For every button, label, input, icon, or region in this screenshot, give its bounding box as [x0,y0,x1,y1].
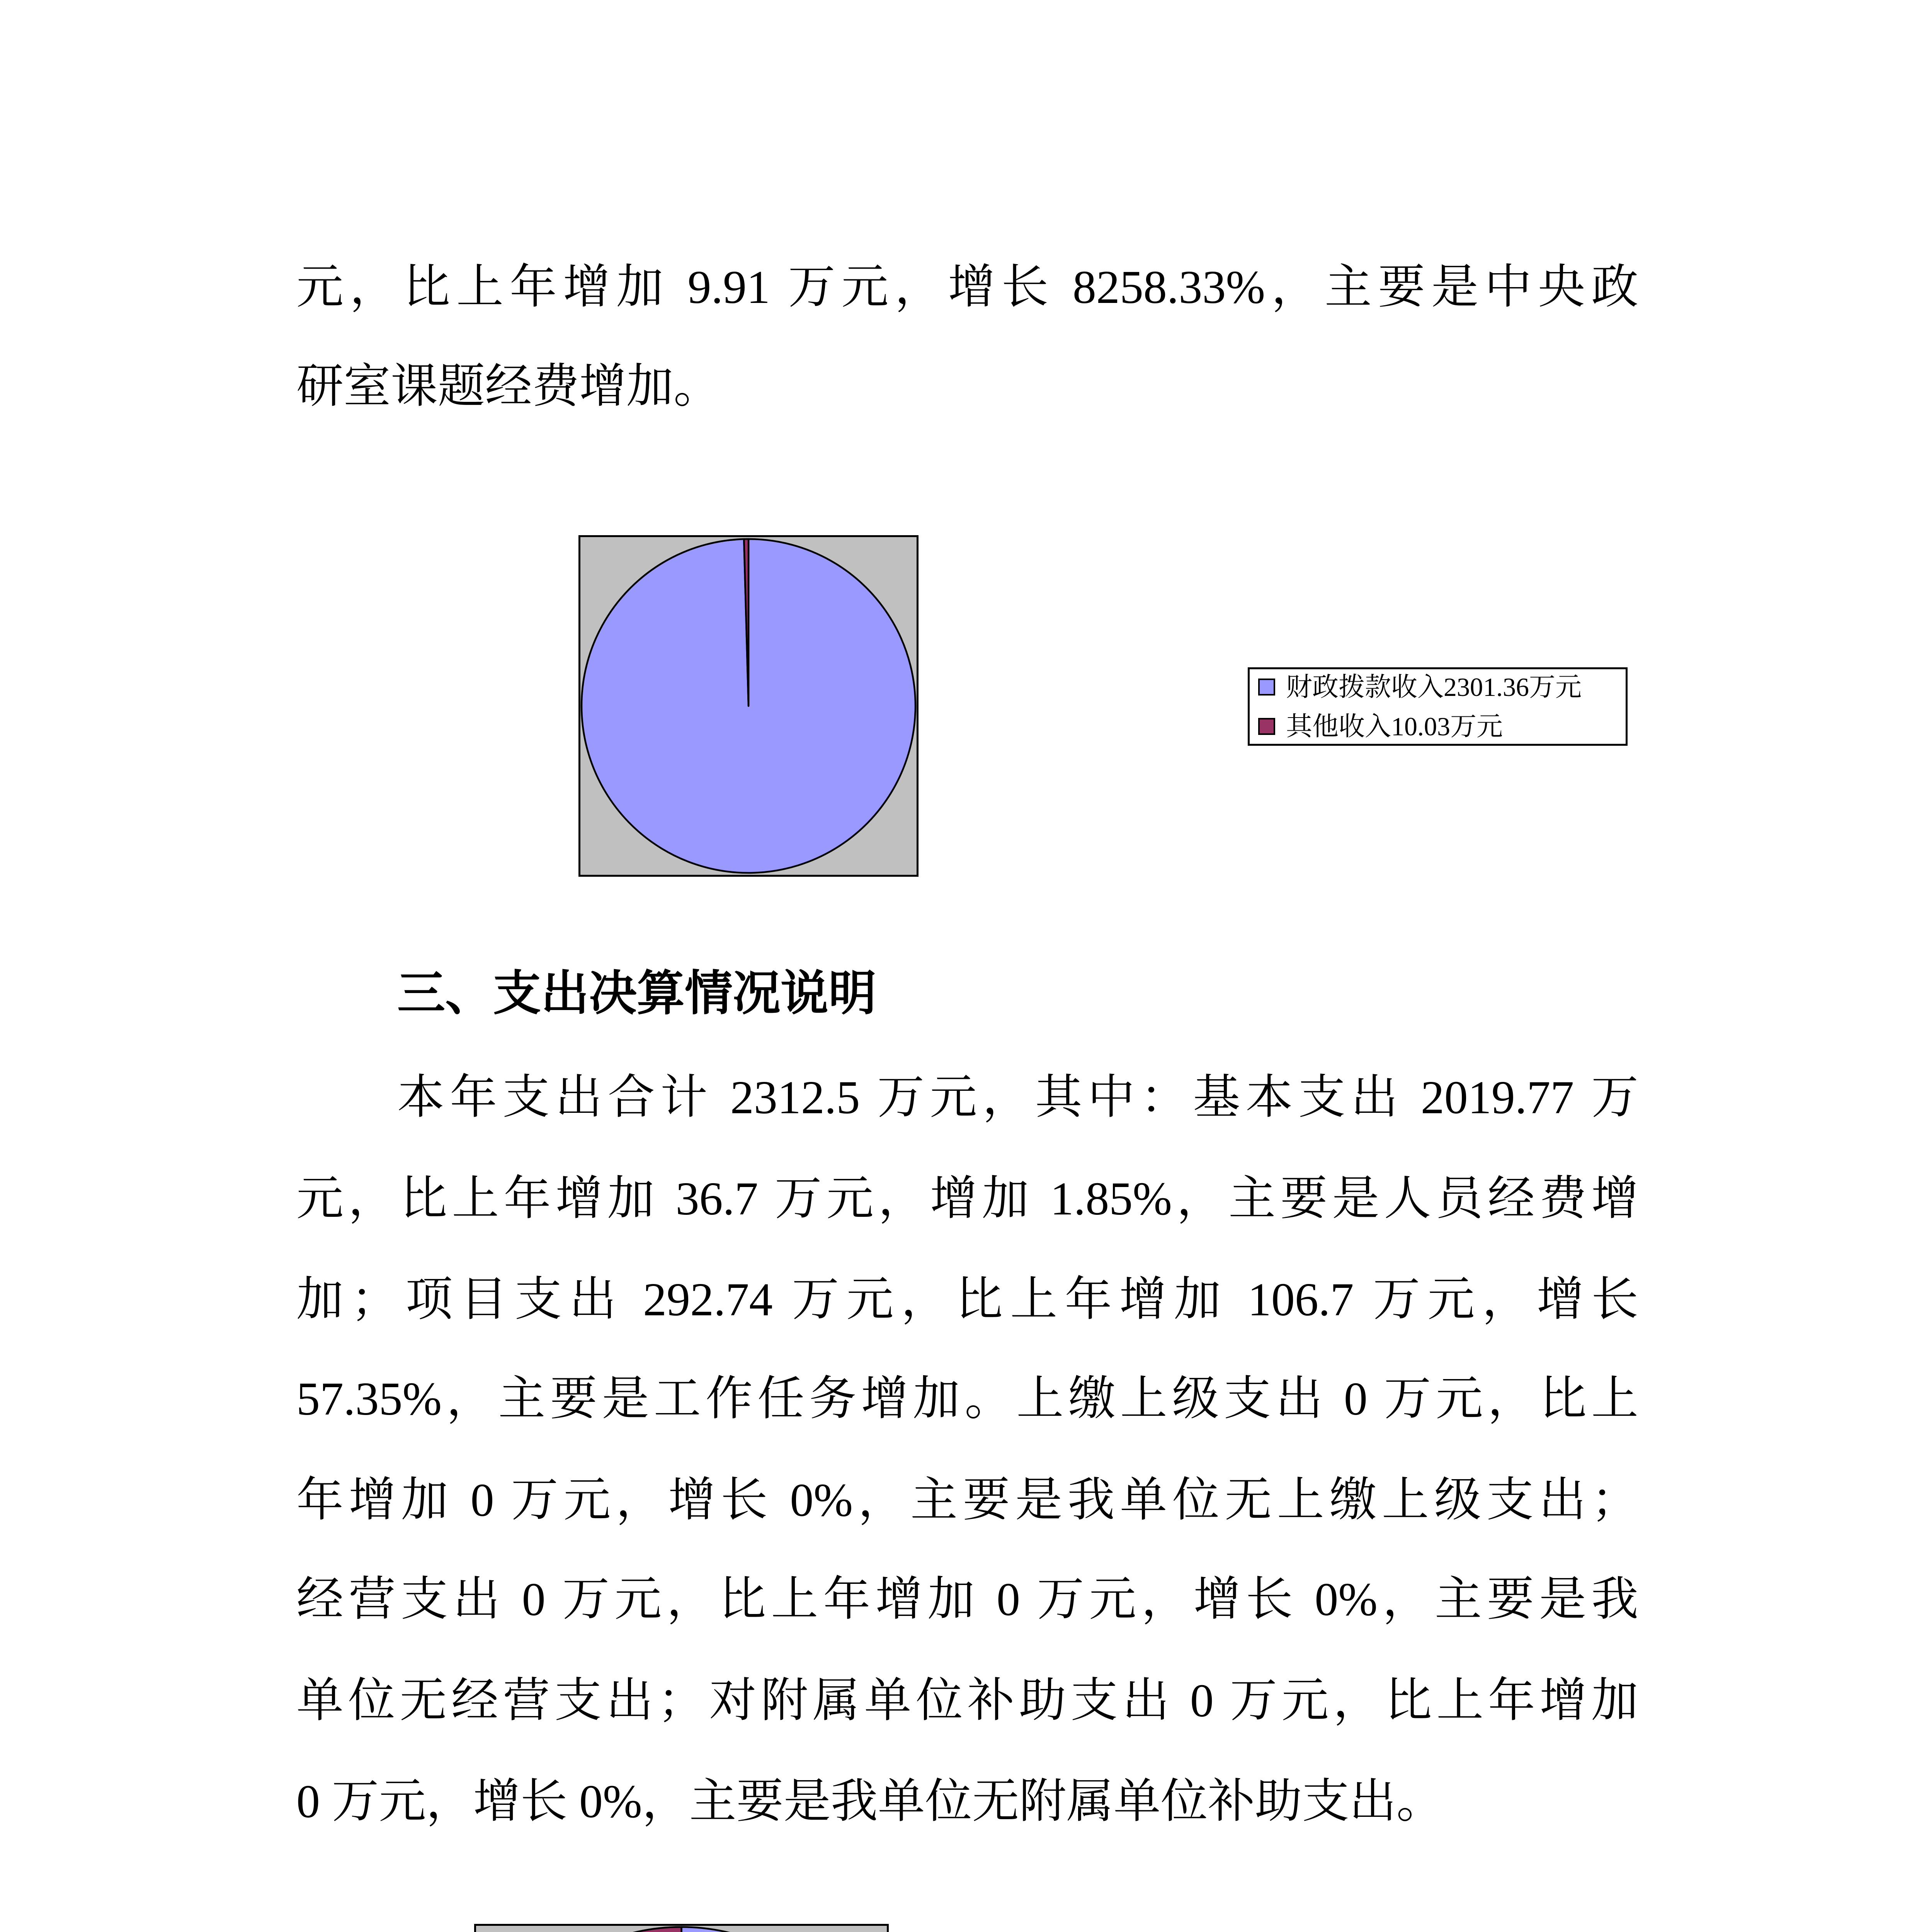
paragraph-line: 加；项目支出 292.74 万元，比上年增加 106.7 万元，增长 [296,1274,1638,1326]
income-pie-svg [580,537,917,875]
paragraph-line: 元，比上年增加 36.7 万元，增加 1.85%，主要是人员经费增 [296,1173,1638,1225]
expense-pie-chart [474,1924,889,1932]
paragraph-line: 57.35%，主要是工作任务增加。上缴上级支出 0 万元，比上 [296,1373,1638,1425]
paragraph-line: 0 万元，增长 0%，主要是我单位无附属单位补助支出。 [296,1776,1444,1828]
paragraph-line: 经营支出 0 万元，比上年增加 0 万元，增长 0%，主要是我 [296,1573,1638,1626]
legend-entry [1258,669,1626,705]
paragraph-line: 元，比上年增加 9.91 万元，增长 8258.33%，主要是中央政 [296,261,1638,313]
income-pie-legend [1248,667,1628,746]
pie-slice-2 [536,1927,681,1932]
income-pie-chart [578,535,919,877]
paragraph-line: 单位无经营支出；对附属单位补助支出 0 万元，比上年增加 [296,1675,1638,1727]
legend-swatch-fiscal [1258,679,1275,696]
legend-entry [1258,709,1626,744]
legend-label: 财政拨款收入2301.36万元 [1286,672,1582,702]
expense-pie-svg [476,1926,887,1932]
paragraph-line: 研室课题经费增加。 [296,361,721,413]
legend-swatch-other [1258,718,1275,735]
paragraph-line: 本年支出合计 2312.5 万元，其中：基本支出 2019.77 万 [397,1071,1638,1124]
paragraph-line: 年增加 0 万元，增长 0%，主要是我单位无上缴上级支出； [296,1474,1638,1526]
section-heading: 三、支出决算情况说明 [397,966,877,1021]
legend-label: 其他收入10.03万元 [1286,712,1503,741]
